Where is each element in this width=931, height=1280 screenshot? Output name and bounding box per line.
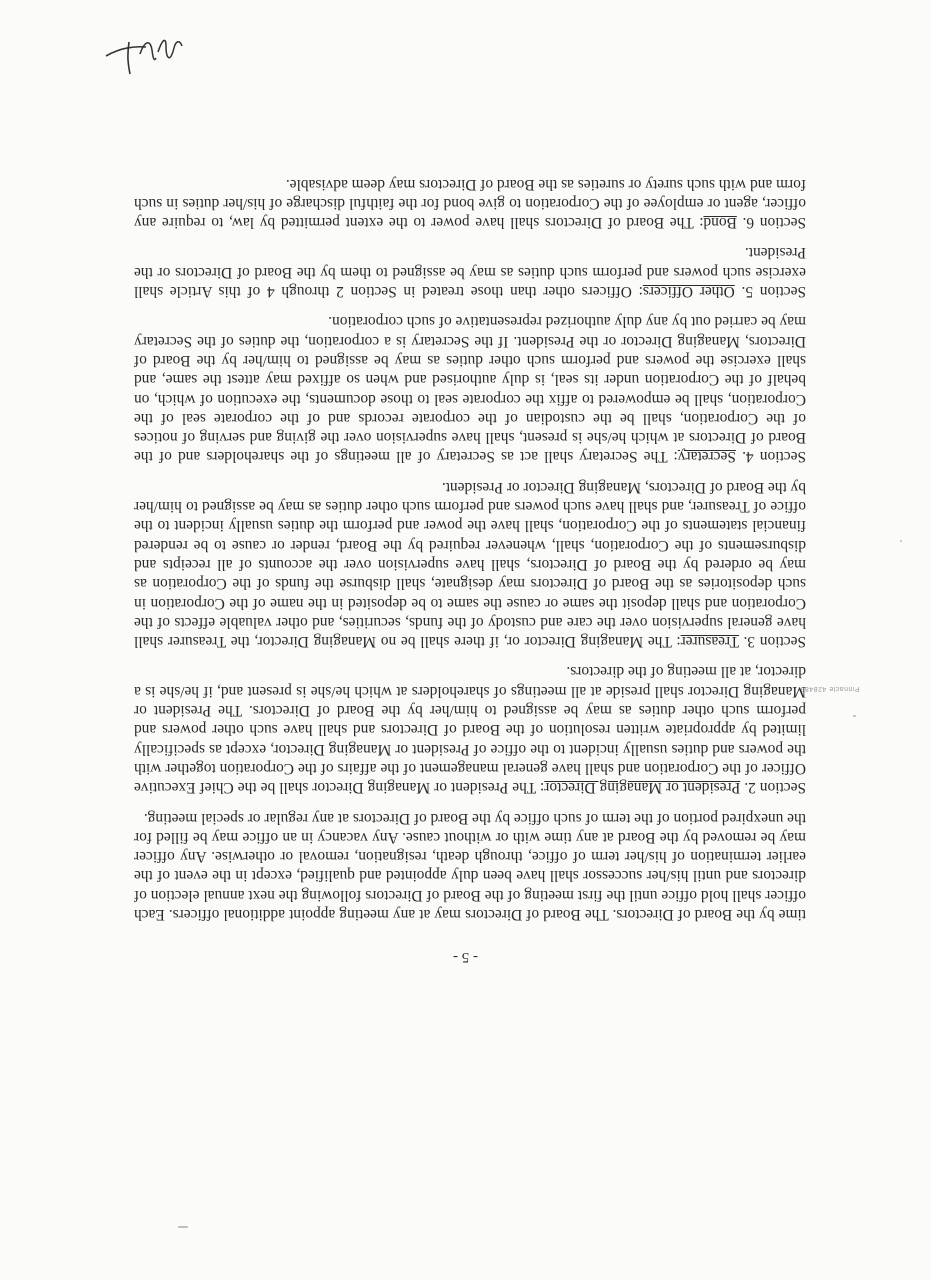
section-heading-suffix: : xyxy=(536,779,545,797)
section-prefix: Section 4. xyxy=(735,448,806,466)
paragraph-body: time by the Board of Directors. The Board of Directors may at any meeting appoint additional officers. Each officer shall hold office until the first meeting of the Board of Directors following the next annual election of directors and until his/her successor shall have been duly appointed and qualified, except in the event of the earlier termination of his/her term of office, through death, resignation, removal or otherwise. Any officer may be removed by the Board at any time with or without cause. Any vacancy in an office may be filled for the unexpired portion of the term of such office by the Board of Directors at any regular or special meeting. xyxy=(134,809,806,923)
section-heading: President or Managing Director xyxy=(544,779,741,797)
paragraph-body: The Managing Director or, if there shall be no Managing Director, the Treasurer shall have general supervision over the care and custody of the funds, securities, and other valuable effects of the Corporation and shall deposit the same or cause the same to be deposited in the name of the Corporation in such depositories as the Board of Directors may designate, shall disburse the funds of the Corporation as may be ordered by the Board of Directors, shall have supervision over the accounts of all receipts and disbursements of the Corporation, shall, whenever required by the Board, render or cause to be rendered financial statements of the Corporation, shall have the power and perform the duties usually incident to the office of Treasurer, and shall have such powers and perform such other duties as may be assigned to him/her by the Board of Directors, Managing Director or President. xyxy=(134,478,806,651)
section-heading-suffix: : xyxy=(693,214,704,232)
section-heading: Bond xyxy=(703,214,737,232)
paragraph-section-5 xyxy=(134,243,806,301)
margin-stamp-mark: Pinnacle 428489 xyxy=(800,685,860,692)
page-number: - 5 - xyxy=(453,949,478,965)
body-text xyxy=(134,163,806,950)
paragraph-continuation xyxy=(134,808,806,924)
paragraph-body: The President or Managing Director shall be the Chief Executive Officer of the Corporation and shall have general management of the affairs of the Corporation together with the powers and duties usually incident to the office of President or Managing Director, except as specifically limited by appropriate written resolution of the Board of Directors and shall have such other powers and perform such other duties as may be assigned to him/her by the Board of Directors. The President or Managing Director shall preside at all meetings of shareholders at which he/she is present and, if he/she is a director, at all meeting of the directors. xyxy=(134,663,806,797)
section-heading: Secretary xyxy=(677,448,736,466)
section-heading: Treasurer xyxy=(680,633,740,651)
paragraph-body: The Secretary shall act as Secretary of all meetings of the shareholders and of the Board of Directors at which he/she is present, shall have supervision over the giving and serving of notices of the Corporation, shall be the custodian of the corporate records and of the corporate seal of the Corporation, shall be empowered to affix the corporate seal to those documents, the execution of which, on behalf of the Corporation under its seal, is duly authorised and when so affixed may attest the same, and shall exercise the powers and perform such other duties as may be assigned to him/her by the Board of Directors, Managing Director or the President. If the Secretary is a corporation, the duties of the Secretary may be carried out by any duly authorized representative of such corporation. xyxy=(134,313,806,466)
paragraph-section-6 xyxy=(134,174,806,232)
section-heading-suffix: : xyxy=(671,633,681,651)
paragraph-section-2 xyxy=(134,662,806,797)
paragraph-section-4 xyxy=(134,312,806,466)
section-prefix: Section 6. xyxy=(736,214,806,232)
paragraph-section-3 xyxy=(134,477,806,651)
section-prefix: Section 5. xyxy=(734,283,806,301)
section-heading-suffix: : xyxy=(667,448,678,466)
section-heading-suffix: : xyxy=(631,283,643,301)
paragraph-body: Officers other than those treated in Section 2 through 4 of this Article shall exercise such powers and perform such duties as may be assigned to them by the Board of Directors or the President. xyxy=(134,244,806,301)
section-heading: Other Officers xyxy=(642,283,735,301)
paragraph-body: The Board of Directors shall have power to the extent permitted by law, to require any officer, agent or employee of the Corporation to give bond for the faithful discharge of his/her duties in such form and with such surety or sureties as the Board of Directors may deem advisable. xyxy=(134,175,806,232)
section-prefix: Section 2. xyxy=(740,779,806,797)
section-prefix: Section 3. xyxy=(739,633,806,651)
